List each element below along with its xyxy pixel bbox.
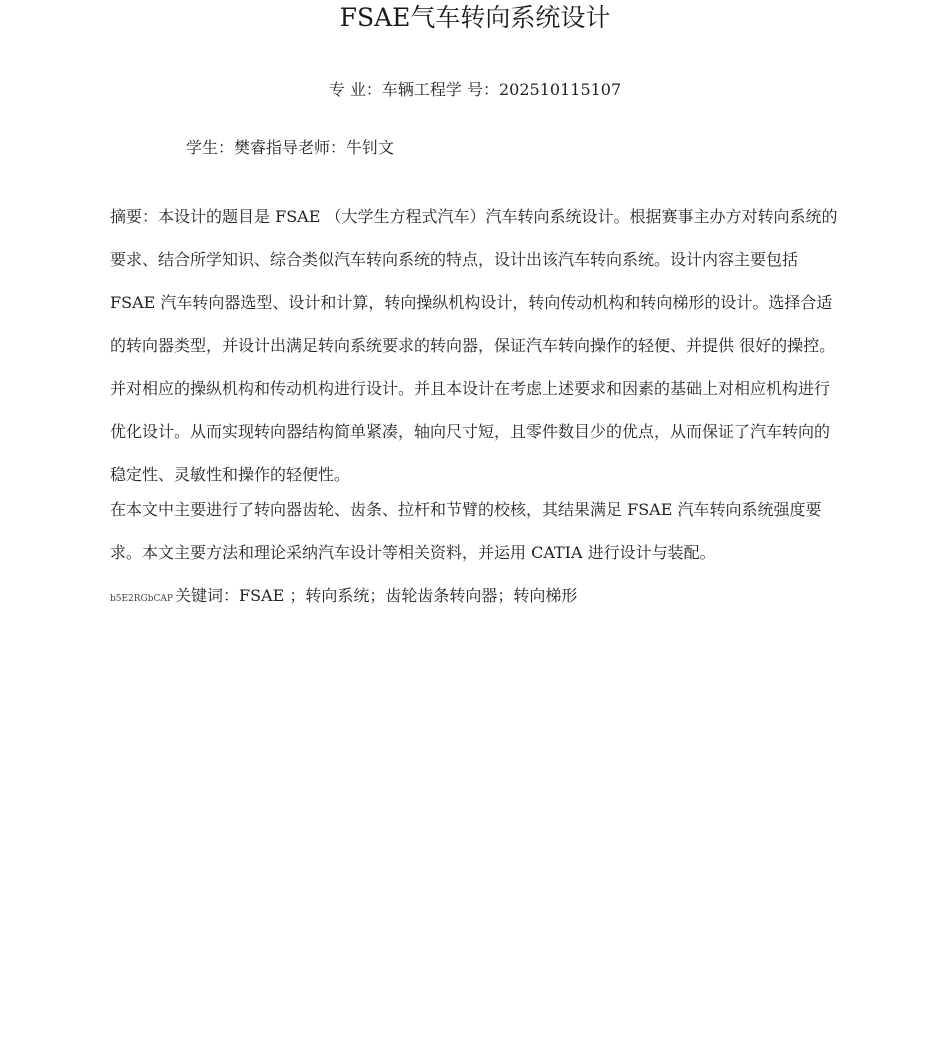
abstract-paragraph: 摘要：本设计的题目是 FSAE （大学生方程式汽车）汽车转向系统设计。根据赛事主办方对转向系统的要求、结合所学知识、综合类似汽车转向系统的特点，设计出该汽车转向系统。设计内容主要包括 FSAE 汽车转向器选型、设计和计算，转向操纵机构设计，转向传动机构和转向梯形的设计。选择合适的转向器类型，并设计出满足转向系统要求的转向器，保证汽车转向操作的轻便、并提供 很好的操控。并对相应的操纵机构和传动机构进行设计。并且本设计在考虑上述要求和因素的基础上对相应机构进行优化设计。从而实现转向器结构简单紧凑，轴向尺寸短，且零件数目少的优点，从而保证了汽车转向的稳定性、灵敏性和操作的轻便性。 [110, 207, 838, 484]
document-code: b5E2RGbCAP [110, 594, 173, 604]
document-title: FSAE气车转向系统设计 [339, 3, 611, 32]
keywords-label: 关键词： [174, 586, 239, 605]
student-and-advisor: 学生：樊睿指导老师：牛钊文 [186, 138, 395, 157]
body-paragraph: 在本文中主要进行了转向器齿轮、齿条、拉杆和节臂的校核，其结果满足 FSAE 汽车转向系统强度要求。本文主要方法和理论采纳汽车设计等相关资料，并运用 CATIA 进行设计与装配。 [110, 500, 822, 562]
keywords-list: FSAE ；转向系统；齿轮齿条转向器；转向梯形 [238, 586, 578, 605]
keywords-line [110, 584, 577, 611]
major-and-student-id: 专 业：车辆工程学 号：202510115107 [328, 80, 622, 99]
